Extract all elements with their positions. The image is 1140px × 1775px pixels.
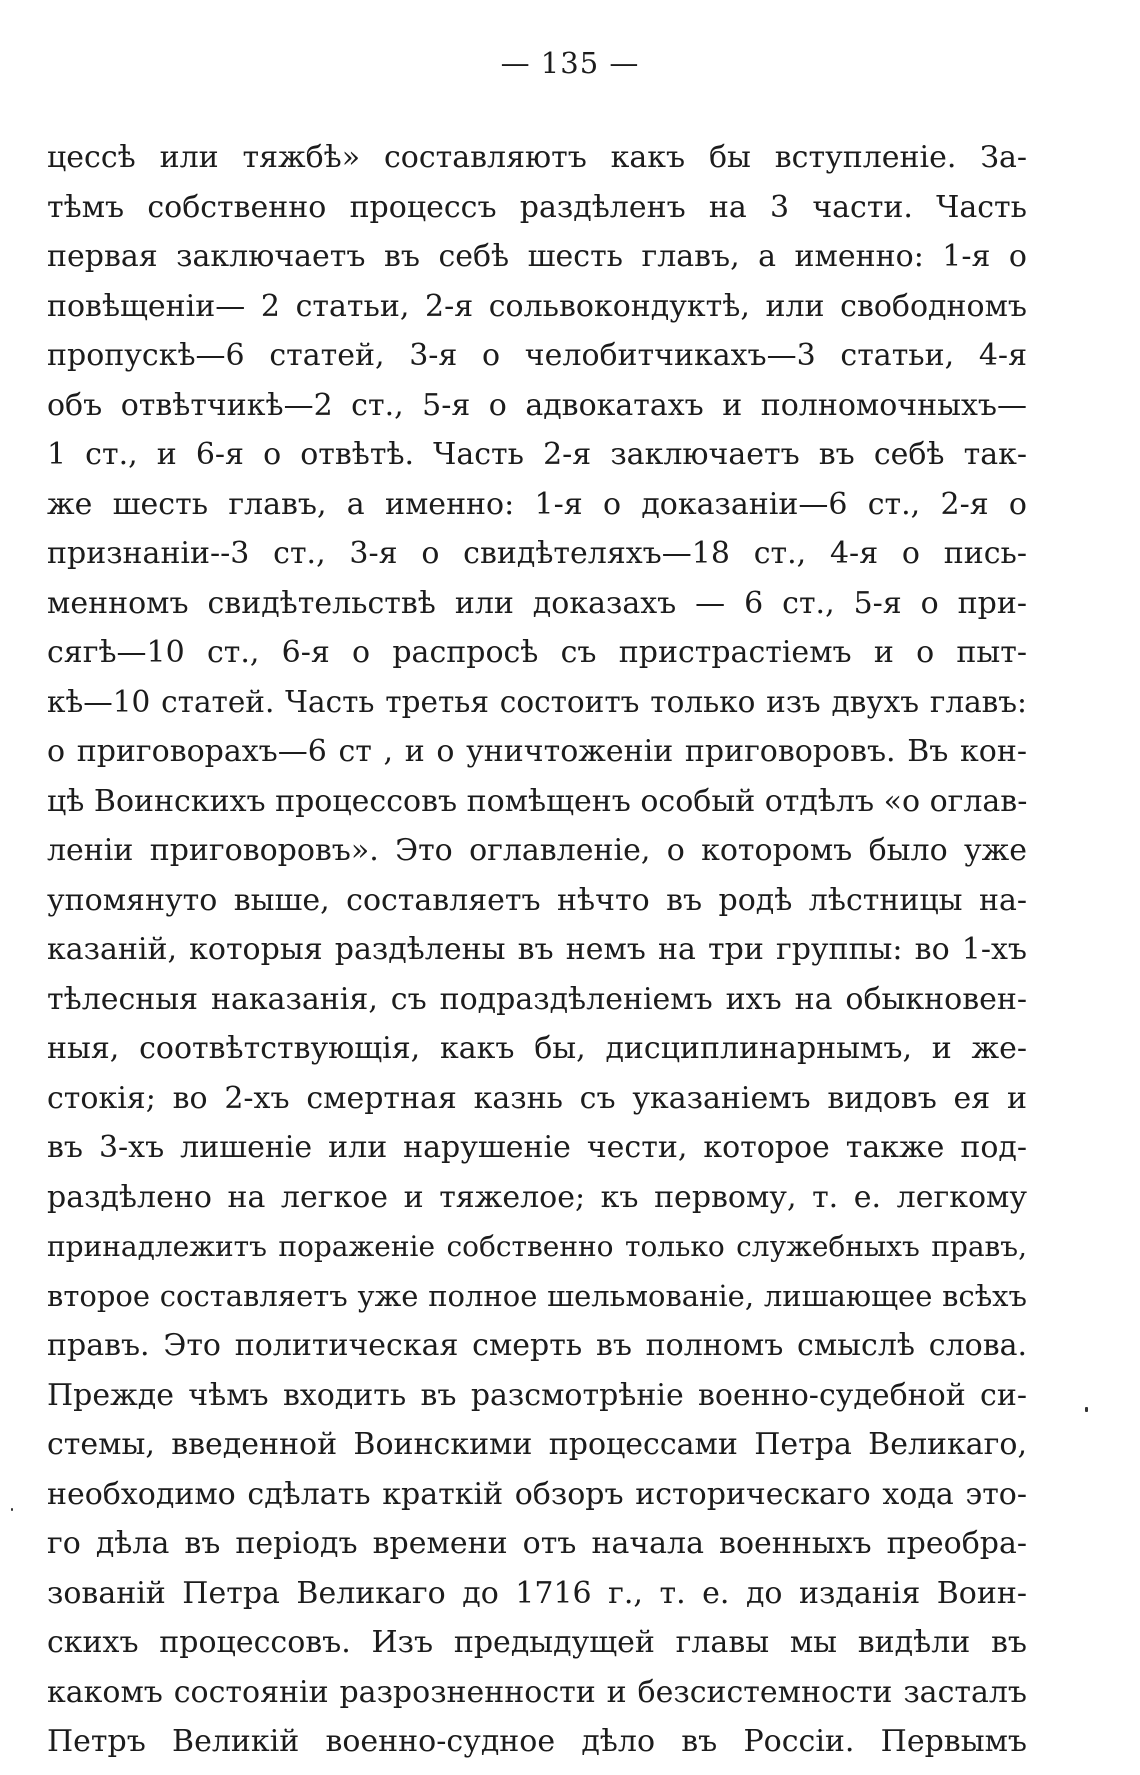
text-line: второе составляетъ уже полное шельмованіе, лишающее всѣхъ [47, 1278, 1027, 1313]
text-line: цессѣ или тяжбѣ» составляютъ какъ бы вступленіе. За- [47, 140, 1027, 175]
text-line: упомянуто выше, составляетъ нѣчто въ родѣ лѣстницы на- [47, 882, 1027, 918]
text-line: повѣщеніи— 2 статьи, 2-я сольвокондуктѣ, или свободномъ [47, 288, 1027, 324]
page-number: — 135 — [500, 46, 640, 80]
text-line: правъ. Это политическая смерть въ полномъ смыслѣ слова. [47, 1328, 1027, 1363]
text-line: пропускѣ—6 статей, 3-я о челобитчикахъ—3 статьи, 4-я [47, 338, 1027, 373]
text-line: ныя, соотвѣтствующія, какъ бы, дисциплинарнымъ, и же- [47, 1031, 1027, 1066]
text-line: признаніи--3 ст., 3-я о свидѣтеляхъ—18 ст., 4-я о пись- [47, 536, 1027, 571]
body-text [47, 133, 1027, 1767]
text-line: тѣмъ собственно процессъ раздѣленъ на 3 части. Часть [47, 189, 1027, 225]
text-line: необходимо сдѣлать краткій обзоръ историческаго хода это- [47, 1476, 1027, 1512]
text-line: въ 3-хъ лишеніе или нарушеніе чести, которое также под- [47, 1130, 1027, 1165]
text-line: Прежде чѣмъ входить въ разсмотрѣніе военно-судебной си- [47, 1377, 1027, 1413]
text-line: сягѣ—10 ст., 6-я о распросѣ съ пристрастіемъ и о пыт- [47, 635, 1027, 670]
text-line: какомъ состояніи разрозненности и безсистемности засталъ [47, 1674, 1027, 1710]
paper-speck [1085, 1407, 1088, 1412]
text-line: принадлежитъ пораженіе собственно только служебныхъ правъ, [47, 1230, 1027, 1263]
text-line: первая заключаетъ въ себѣ шесть главъ, а именно: 1-я о [47, 239, 1027, 274]
text-line: стокія; во 2-хъ смертная казнь съ указаніемъ видовъ ея и [47, 1080, 1027, 1116]
text-line: казаній, которыя раздѣлены въ немъ на три группы: во 1-хъ [47, 932, 1027, 967]
text-line: тѣлесныя наказанія, съ подраздѣленіемъ ихъ на обыкновен- [47, 981, 1027, 1017]
text-line: 1 ст., и 6-я о отвѣтѣ. Часть 2-я заключаетъ въ себѣ так- [47, 437, 1027, 472]
text-line: цѣ Воинскихъ процессовъ помѣщенъ особый отдѣлъ «о оглав- [47, 783, 1027, 819]
text-line: стемы, введенной Воинскими процессами Петра Великаго, [47, 1427, 1027, 1462]
text-line: скихъ процессовъ. Изъ предыдущей главы мы видѣли въ [47, 1625, 1027, 1660]
paper-speck [11, 1508, 13, 1511]
text-line: менномъ свидѣтельствѣ или доказахъ — 6 ст., 5-я о при- [47, 585, 1027, 621]
text-line: леніи приговоровъ». Это оглавленіе, о которомъ было уже [47, 833, 1027, 868]
text-line: раздѣлено на легкое и тяжелое; къ первому, т. е. легкому [47, 1179, 1027, 1215]
text-line: же шесть главъ, а именно: 1-я о доказаніи—6 ст., 2-я о [47, 486, 1027, 522]
text-line: кѣ—10 статей. Часть третья состоитъ только изъ двухъ главъ: [47, 684, 1027, 719]
text-line: го дѣла въ періодъ времени отъ начала военныхъ преобра- [47, 1526, 1027, 1561]
text-line: Петръ Великій военно-судное дѣло въ Россіи. Первымъ [47, 1724, 1027, 1759]
text-line: о приговорахъ—6 ст , и о уничтоженіи приговоровъ. Въ кон- [47, 734, 1027, 769]
text-line: объ отвѣтчикѣ—2 ст., 5-я о адвокатахъ и полномочныхъ— [47, 387, 1027, 423]
text-line: зованій Петра Великаго до 1716 г., т. е. до изданія Воин- [47, 1575, 1027, 1611]
